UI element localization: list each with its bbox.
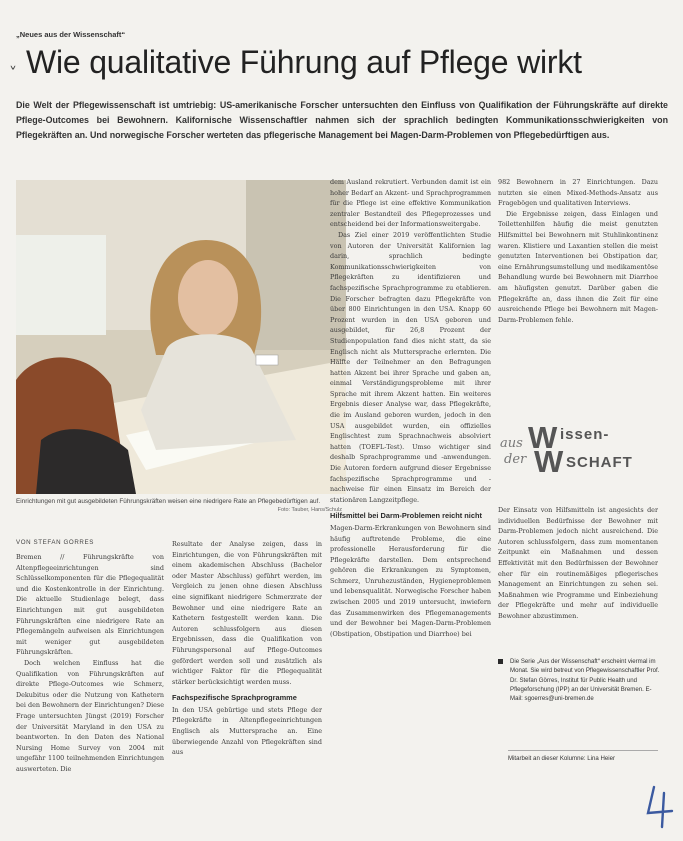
series-note-text: Die Serie „Aus der Wissenschaft“ erscheint viermal im Monat. Sie wird betreut von Pflegewissenschaftler Prof. Dr. Stefan Görres, Institut für Public Health und Pflegeforschung (IPP) an der Universität Bremen. E-Mail: sgoerres@uni-bremen.de: [510, 658, 660, 703]
logo-schaft: SCHAFT: [566, 454, 633, 471]
paragraph: dem Ausland rekrutiert. Verbunden damit ist ein hoher Bedarf an Akzent- und Sprachprogrammen für die Pflege ist eine effektive Kommunikation zentraler Bestandteil des Pflegeprozesses und entscheidend bei der Informationsweitergabe.: [330, 178, 491, 229]
handwritten-mark: [644, 783, 678, 831]
lead-paragraph: Die Welt der Pflegewissenschaft ist umtriebig: US-amerikanische Forscher untersuchten den Einfluss von Qualifikation der Führungskräfte auf direkte Pflege-Outcomes bei Bewohnern. Kalifornische Wissenschaftler nahmen sich der sprachlich bedingten Kommunikationsschwierigkeiten von Pflegekräften an. Und norwegische Forscher werteten das pflegerische Management bei Magen-Darm-Problemen von Pflegebedürftigen aus.: [16, 100, 668, 141]
paragraph: In den USA gebürtige und stets Pflege der Pflegekräfte in Altenpflegeeinrichtungen Englisch als Muttersprache an. Eine überwiegende Anzahl von Pflegekräften sind aus: [172, 705, 322, 757]
column-1: [16, 539, 164, 839]
column-4-bottom: [498, 505, 658, 655]
caption-text: Einrichtungen mit gut ausgebildeten Führungskräften weisen eine niedrigere Rate an Pflegebedürftigen auf.: [16, 498, 321, 505]
paragraph: Bremen // Führungskräfte von Altenpflegeeinrichtungen sind Schlüsselkomponenten für die Pflegequalität und die Kostenkontrolle in der Einrichtung. Die aktuelle Studienlage belegt, dass Einrichtungen mit gut ausgebildeten Führungskräften eine niedrigere Rate an Pflegemängeln aufweisen als Einrichtungen mit weniger gut ausgebildeten Führungskräften.: [16, 553, 164, 657]
contributor-note: Mitarbeit an dieser Kolumne: Lina Heier: [508, 755, 616, 762]
photo-illustration: [16, 180, 346, 494]
hook-mark: ˬ: [9, 50, 17, 69]
logo-issen: issen-: [560, 426, 610, 443]
article-photo: [16, 180, 346, 494]
author-byline: VON STEFAN GÖRRES: [16, 539, 94, 546]
logo-der: der: [504, 452, 527, 467]
series-note: [500, 657, 660, 703]
paragraph: Die Ergebnisse zeigen, dass Einlagen und Toilettenhilfen häufig die meist genutzten Hilfsmittel bei Bewohnern mit Stuhlinkontinenz waren. Klistiere und Laxantien stellen die meist genutzten Interventionen bei Obstipation dar, eine Ernährungsumstellung und medikamentöse Behandlung wurde bei Bewohnern mit Diarrhoe am häufigsten genutzt. Darüber gaben die Pflegekräfte an, dass ihnen die Zeit für eine ausreichende Pflege bei Bewohnern mit Magen-Darm-Problemen fehle.: [498, 209, 658, 324]
divider: [508, 750, 658, 751]
aus-der-wissenschaft-logo: [498, 418, 668, 478]
photo-credit: Foto: Tauber, Hans/Schulz: [277, 507, 342, 513]
logo-w1: W: [528, 420, 558, 455]
column-2: [172, 539, 322, 839]
subheading: Fachspezifische Sprachprogramme: [172, 693, 297, 703]
photo-caption: [16, 497, 346, 513]
paragraph: Der Einsatz von Hilfsmitteln ist angesichts der individuellen Bedürfnisse der Bewohner mit Darm-Problemen jedoch nicht ausreichend. Die Autoren schlussfolgern, dass zum momentanen Zeitpunkt ein Maßnahmen und dessen Effektivität mit den Bedürfnissen der Bewohner eher für ein routinemäßiges pflegerisches Management an Einrichtungen zu sehen sei. Maßnahmen wie Programme und Einbeziehung der Pflegekräfte und mehr auf individuelle Bewohner abzustimmen.: [498, 506, 658, 620]
logo-w2: W: [534, 444, 564, 479]
kicker: „Neues aus der Wissenschaft“: [16, 30, 126, 39]
column-3: [330, 177, 491, 839]
article-title: Wie qualitative Führung auf Pflege wirkt: [26, 44, 582, 80]
column-4-top: [498, 177, 658, 405]
paragraph: Resultate der Analyse zeigen, dass in Einrichtungen, die von Führungskräften mit einem akademischen Abschluss (Bachelor oder Master Abschluss) geführt werden, im Vergleich zu jenen ohne diesen Abschluss eine signifikant niedrigere Schmerzrate der Bewohner und eine niedrigere Rate an Kathetern festgestellt werden kann. Die Autoren schlussfolgern aus diesen Ergebnissen, dass die Qualifikation von Führungspersonal auf Pflege-Outcomes gefördert werden soll und zusätzlich als wichtiger Faktor für die Pflegequalität stärker berücksichtigt werden muss.: [172, 540, 322, 686]
bullet-square: [498, 659, 503, 664]
logo-aus: aus: [500, 436, 523, 451]
paragraph: Doch welchen Einfluss hat die Qualifikation von Führungskräften auf direkte Pflege-Outcomes wie Schmerz, Dekubitus oder die Nutzung von Kathetern bei den Bewohnern der Einrichtungen? Diese Frage untersuchten Jüngst (2019) Forscher der Universität Maryland in den USA zu beantworten. In den Daten des National Nursing Home Survey von 2004 mit ungefähr 1100 teilnehmenden Einrichtungen auswerteten. Die: [16, 658, 164, 773]
paragraph: Magen-Darm-Erkrankungen von Bewohnern sind häufig auftretende Probleme, die eine professionelle Herausforderung für die Pflegekräfte darstellen. Dem entsprechend gehören die Erkrankungen zu Symptomen, Schmerz, Unruhezuständen, Hygieneproblemen und lebensqualität. Norwegische Forscher haben zwischen 2005 und 2019 untersucht, inwiefern das Zusammenwirken des Pflegemanagements und der Bewohner bei Magen-Darm-Problemen (Obstipation, Obstipation und Diarrhoe) bei: [330, 523, 491, 638]
paragraph: Das Ziel einer 2019 veröffentlichten Studie von Autoren der Universität Kalifornien lag darin, sprachlich bedingte Kommunikationsschwierigkeiten von Pflegekräften zu identifizieren und fachspezifische Sprachprogramme zu etablieren. Die Forscher befragten dazu Pflegekräfte von über 800 Einrichtungen in den USA. Knapp 60 Prozent wurden in den USA geboren und ausgebildet, für 26,8 Prozent der Studienpopulation fand dies nicht statt, da sie Englisch nicht als Muttersprache erlernten. Die Hälfte der Teilnehmer an den Befragungen hatten Akzent bei ihrer Sprache und gaben an, einmal Verständigungsprobleme mit ihrer Sprache mit ihrem Akzent hatten. Ein weiteres Ergebnis dieser Analyse war, dass Pflegekräfte, die im Ausland geboren wurden, jedoch in den USA ausgebildet wurden, ein offizielles Englischtest zum Sprachnachweis absolviert hatten (TOEFL-Test). Umso wichtiger sind deshalb Sprachprogramme und -anwendungen. Die Autoren fordern aufgrund dieser Ergebnisse fachspezifische Sprachprogramme und -nachweise für einen Einsatz im Bereich der stationären Langzeitpflege.: [330, 230, 491, 504]
paragraph: 982 Bewohnern in 27 Einrichtungen. Dazu nutzten sie einen Mixed-Methods-Ansatz aus Fragebögen und qualitativen Interviews.: [498, 178, 658, 208]
subheading: Hilfsmittel bei Darm-Problemen reicht nicht: [330, 511, 482, 521]
